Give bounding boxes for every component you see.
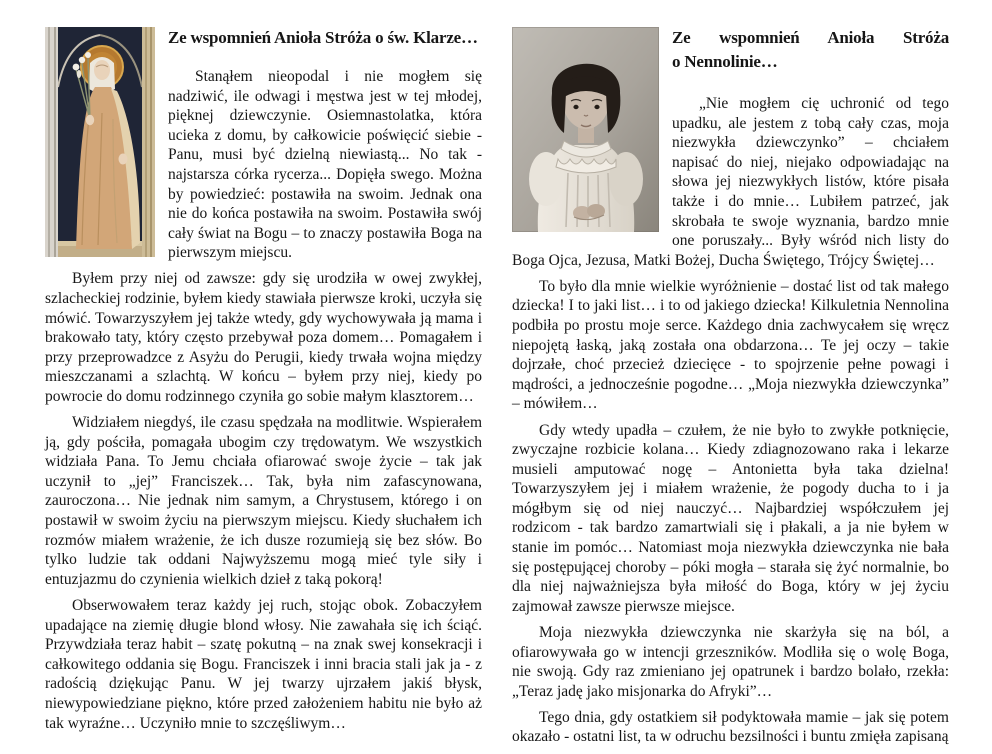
- nennolina-photo: [512, 27, 659, 232]
- right-paragraph-4: Moja niezwykła dziewczynka nie skarżyła się na ból, a ofiarowywała go w intencji grzeszników. Modliła się o wolę Boga, nie swoją. Gdy raz zmieniano jej opatrunek i bardzo bolało, rzekła: „Teraz jadę jako misjonarka do Afryki”…: [512, 623, 949, 700]
- saint-clare-painting: [45, 27, 155, 257]
- right-paragraph-3: Gdy wtedy upadła – czułem, że nie było to zwykłe potknięcie, zwyczajne rozbicie kolana… Kiedy zdiagnozowano raka i lekarze musieli amputować nogę – Antonietta była taka dzielna! Towarzyszyłem jej i miałem wrażenie, że pogody ducha to i ja mógłbym się od niej nauczyć… Najbardziej współczułem jej rodzicom - tak bardzo zamartwiali się i płakali, a ja nie byłem w stanie im pomóc… Natomiast moja niezwykła dziewczynka nie bała się postępującej choroby – póki mogła – starała się żyć normalnie, bo dla niej najważniejsza była miłość do Boga, który w jej życiu zajmował zawsze pierwsze miejsce.: [512, 421, 949, 615]
- saint-clare-painting-svg: [45, 27, 155, 257]
- left-paragraph-1: Stanąłem nieopodal i nie mogłem się nadziwić, ile odwagi i męstwa jest w tej młodej, pięknej dziewczynie. Osiemnastolatka, która ucieka z domu, by całkowicie poświęcić siebie - Panu, musi być dzielną niewiastą... No tak - najstarsza córka rycerza... Dopięła swego. Można by powiedzieć: postawiła na swoim. Jednak ona nie do końca postawiła na swoim. Postawiła swój cały świat na Bogu – to znaczy postawiła Boga na pierwszym miejscu.: [168, 68, 482, 262]
- right-paragraph-2: To było dla mnie wielkie wyróżnienie – dostać list od tak małego dziecka! I to jaki list… i to od jakiego dziecka! Kilkuletnia Nennolina podbiła po prostu moje serce. Każdego dnia zachwycałem się wręcz niepojętą łaską, jaką została ona obdarzona… Te jej oczy – takie dojrzałe, choć przecież dziecięce - to spojrzenie pełne powagi i mądrości, a jednocześnie pogodne… „Moja niezwykła dziewczynka” – mówiłem…: [512, 277, 949, 413]
- right-paragraph-1: „Nie mogłem cię uchronić od tego upadku, ale jestem z tobą cały czas, moja niezwykła dziewczynko” – chciałem napisać do niej, niejako odpowiadając na słowa jej niezwykłych listów, które pisała także i do mnie… Lubiłem patrzeć, jak skrobała te swoje wyznania, bardzo mnie one poruszały... Były wśród nich listy do Boga Ojca, Jezusa, Matki Bożej, Ducha Świętego, Trójcy Świętej…: [512, 95, 949, 269]
- right-paragraph-5: Tego dnia, gdy ostatkiem sił podyktowała mamie – jak się potem okazało - ostatni list, ta w odruchu bezsilności i buntu zmięła zapisaną: [512, 708, 949, 746]
- left-column-title: Ze wspomnień Anioła Stróża o św. Klarze…: [168, 28, 478, 47]
- right-title-line-2: o Nennolinie…: [672, 52, 778, 71]
- left-paragraph-3: Widziałem niegdyś, ile czasu spędzała na modlitwie. Wspierałem ją, gdy pościła, pomagała ubogim czy trędowatym. We wszystkich widziała Pana. To Jemu chciała ofiarować swoje życie – tak jak uczynił to „jej” Franciszek… Tak, była nim zafascynowana, zauroczona… Nie jednak nim samym, a Chrystusem, którego i on postawił w swoim życiu na pierwszym miejscu. Kiedy słuchałem ich rozmów miałem wrażenie, że ich dusze rozumieją się bez słów. Bo tylko ludzie tak oddani Najwyższemu mogą mieć tyle siły i entuzjazmu do czynienia wielkich dzieł z taką pokorą!: [45, 414, 482, 588]
- right-title-line-1: Ze wspomnień Anioła Stróża: [672, 28, 949, 47]
- left-paragraph-2: Byłem przy niej od zawsze: gdy się urodziła w owej zwykłej, szlacheckiej rodzinie, byłem kiedy stawiała pierwsze kroki, uczyła się mówić. Towarzyszyłem jej także wtedy, gdy wychowywała ją mama i brakowało taty, który często przebywał poza domem… Pomagałem i przy przeprowadzce z Asyżu do Perugii, kiedy trwała wojna między mieszczanami a szlachtą. W końcu – byłem przy niej, kiedy po powrocie do domu rodzinnego czyniła go sobie małym klasztorem…: [45, 270, 482, 405]
- right-column: [512, 24, 949, 754]
- left-paragraph-4: Obserwowałem teraz każdy jej ruch, stojąc obok. Zobaczyłem upadające na ziemię długie blond włosy. Nie zawahała się ich ściąć. Przywdziała teraz habit – szatę pokutną – na znak swej konsekracji i całkowitego oddania się Bogu. Franciszek i inni bracia stali jak ja - z radością dziękując Panu. W jej twarzy ujrzałem jakiś błysk, niewypowiedziane piękno, które przed założeniem habitu nie było aż tak wyraźne… Uczyniło mnie to szczęśliwym…: [45, 596, 482, 732]
- left-column: [45, 24, 482, 740]
- nennolina-photo-svg: [512, 27, 659, 232]
